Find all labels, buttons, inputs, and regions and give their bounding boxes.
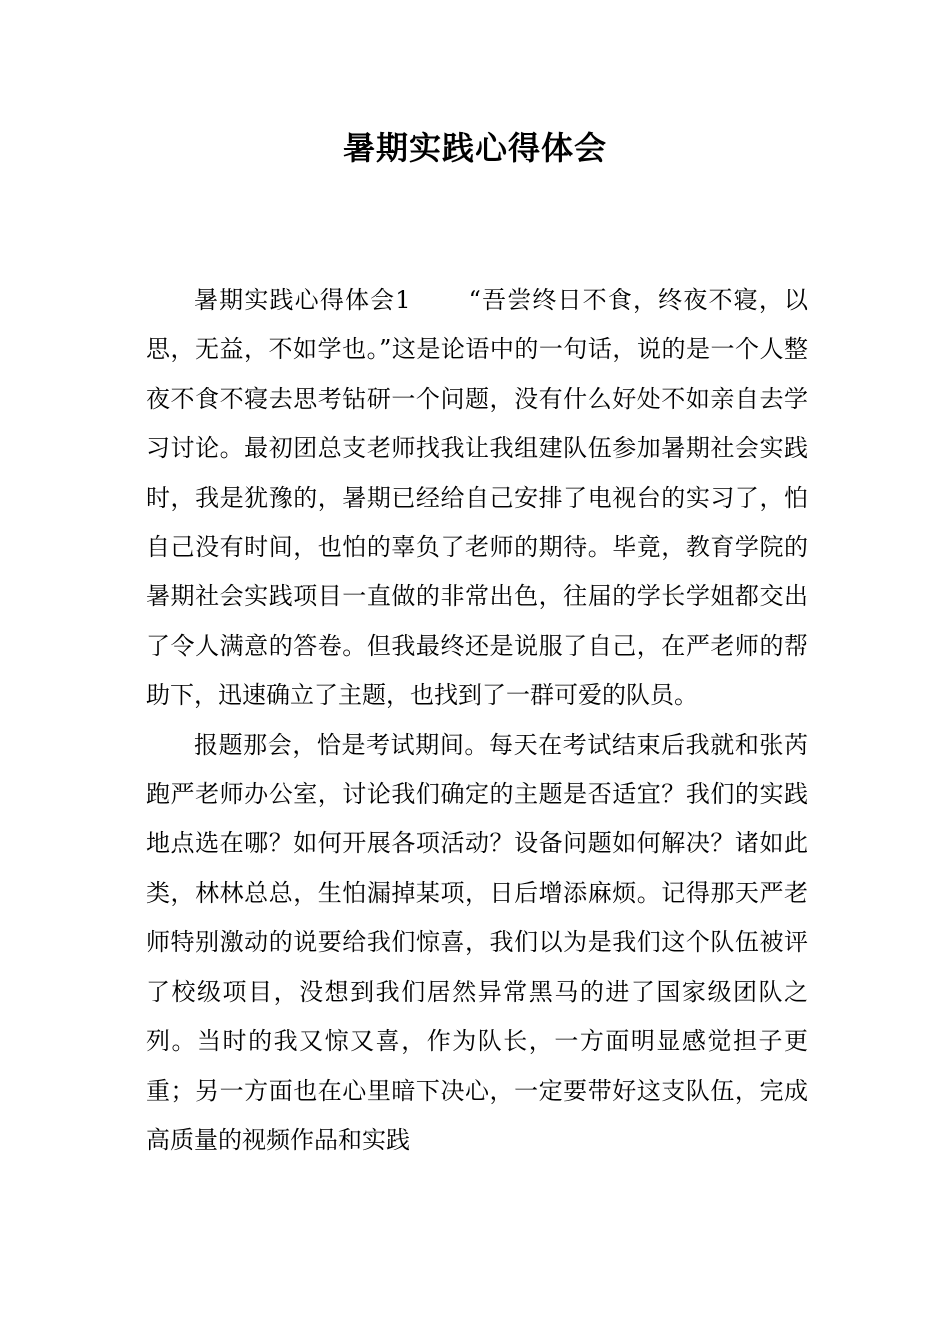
paragraph-1-text: “吾尝终日不食，终夜不寝，以思，无益，不如学也。”这是论语中的一句话，说的是一个人整夜不食不寝去思考钻研一个问题，没有什么好处不如亲自去学习讨论。最初团总支老师找我让我组建队伍参加暑期社会实践时，我是犹豫的，暑期已经给自己安排了电视台的实习了，怕自己没有时间，也怕的辜负了老师的期待。毕竟，教育学院的暑期社会实践项目一直做的非常出色，往届的学长学姐都交出了令人满意的答卷。但我最终还是说服了自己，在严老师的帮助下，迅速确立了主题，也找到了一群可爱的队员。 bbox=[146, 286, 808, 710]
document-title: 暑期实践心得体会 bbox=[342, 129, 607, 167]
paragraph-2-text: 报题那会，恰是考试期间。每天在考试结束后我就和张芮跑严老师办公室，讨论我们确定的主题是否适宜？我们的实践地点选在哪？如何开展各项活动？设备问题如何解决？诸如此类，林林总总，生怕漏掉某项，日后增添麻烦。记得那天严老师特别激动的说要给我们惊喜，我们以为是我们这个队伍被评了校级项目，没想到我们居然异常黑马的进了国家级团队之列。当时的我又惊又喜，作为队长，一方面明显感觉担子更重；另一方面也在心里暗下决心，一定要带好这支队伍，完成高质量的视频作品和实践 bbox=[146, 730, 808, 1154]
document-body bbox=[146, 276, 808, 1165]
section-heading: 暑期实践心得体会1 bbox=[194, 286, 411, 314]
paragraph-1 bbox=[146, 276, 808, 721]
paragraph-2 bbox=[146, 721, 808, 1166]
